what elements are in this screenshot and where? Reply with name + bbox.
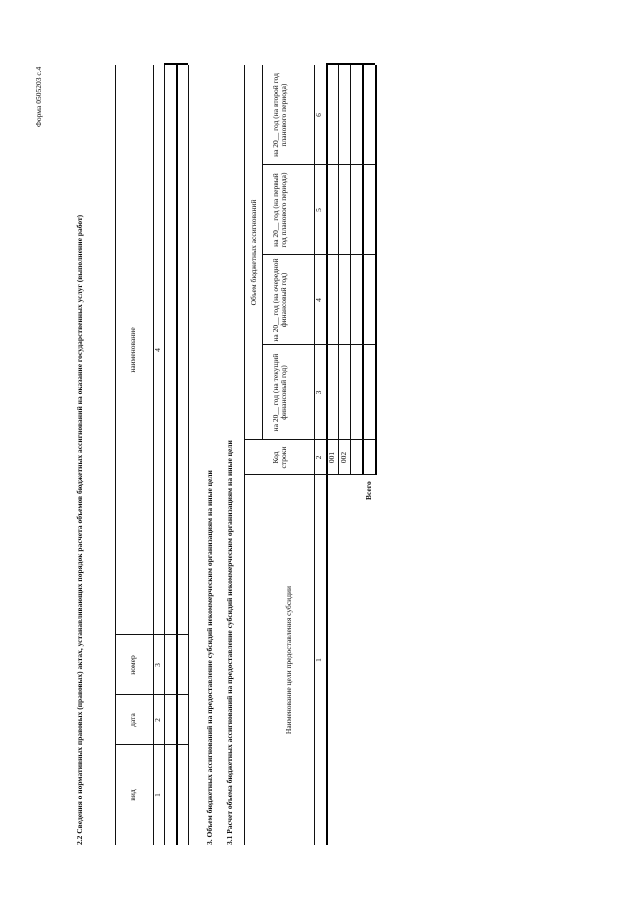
row-code-002: 002 <box>339 451 348 464</box>
col-num-4: 4 <box>314 298 323 302</box>
col-year-plan1: на 20__ год (на первый год планового периода) <box>271 172 289 248</box>
col-num-1: 1 <box>153 793 162 797</box>
section-2-2-title: 2.2 Сведения о нормативных правовых (правовых) актах, устанавливающих порядок расчета объемов бюджетных ассигнований на оказание государственных услуг (выполнение работ) <box>75 214 84 845</box>
col-num-2: 2 <box>153 718 162 722</box>
col-num-1: 1 <box>314 658 323 662</box>
total-label: Всего <box>364 481 373 500</box>
col-goal-name: Наименование цели предоставления субсидии <box>284 585 293 735</box>
col-volume-group: Объем бюджетных ассигнований <box>249 199 258 306</box>
col-num-6: 6 <box>314 113 323 117</box>
col-num-3: 3 <box>314 390 323 395</box>
section-3-1-title: 3.1 Расчет объема бюджетных ассигнований на предоставление субсидий некоммерческим организациям на иные цели <box>225 440 234 845</box>
section-3-title: 3. Объем бюджетных ассигнований на предоставление субсидий некоммерческим организациям на иные цели <box>205 470 214 845</box>
col-data: дата <box>128 713 137 727</box>
col-naimenovanie: наименование <box>128 327 137 373</box>
col-nomer: номер <box>128 655 137 675</box>
col-num-2: 2 <box>314 455 323 460</box>
col-num-5: 5 <box>314 208 323 212</box>
col-year-current: на 20__ год (на текущий финансовый год) <box>271 353 289 432</box>
col-num-4: 4 <box>153 348 162 352</box>
col-vid: вид <box>128 789 137 801</box>
row-code-001: 001 <box>327 451 336 464</box>
form-code: Форма 0505203 с.4 <box>34 66 43 127</box>
col-year-next: на 20__ год (на очередной финансовый год) <box>271 258 289 342</box>
col-year-plan2: на 20__ год (на второй год планового периода) <box>271 73 289 157</box>
col-row-code: Код строки <box>271 446 289 469</box>
col-num-3: 3 <box>153 663 162 667</box>
